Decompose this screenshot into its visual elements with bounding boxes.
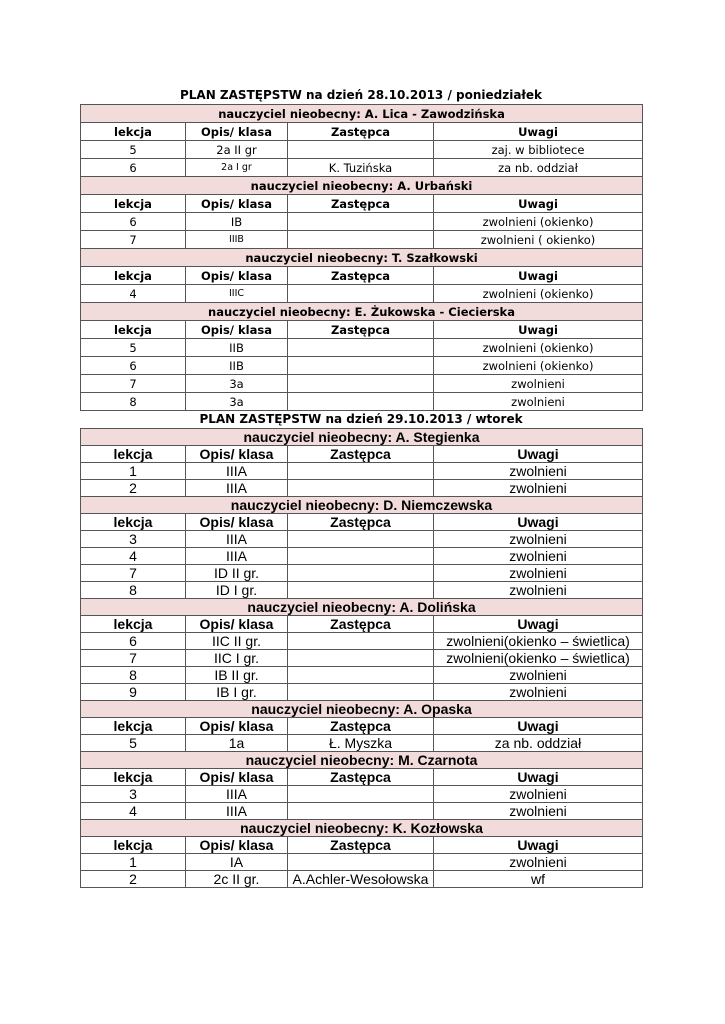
header-opis-klasa: Opis/ klasa	[186, 446, 288, 463]
remarks: zwolnieni (okienko)	[434, 357, 643, 375]
substitute-teacher	[288, 633, 434, 650]
absent-teacher-name: nauczyciel nieobecny: A. Opaska	[81, 701, 643, 718]
absent-teacher-name: nauczyciel nieobecny: A. Dolińska	[81, 599, 643, 616]
class-description: IIIA	[186, 531, 288, 548]
header-uwagi: Uwagi	[434, 514, 643, 531]
class-description: IB I gr.	[186, 684, 288, 701]
header-lekcja: lekcja	[81, 769, 186, 786]
class-description: IIIA	[186, 548, 288, 565]
header-zastepca: Zastępca	[288, 123, 434, 141]
header-lekcja: lekcja	[81, 446, 186, 463]
remarks: za nb. oddział	[434, 735, 643, 752]
absent-teacher-row	[81, 105, 643, 123]
table-row	[81, 141, 643, 159]
absent-teacher-name: nauczyciel nieobecny: D. Niemczewska	[81, 497, 643, 514]
table-row	[81, 565, 643, 582]
class-description: IA	[186, 854, 288, 871]
substitute-teacher	[288, 803, 434, 820]
remarks: zwolnieni	[434, 667, 643, 684]
class-description: IB	[186, 213, 288, 231]
lesson-number: 5	[81, 339, 186, 357]
remarks: zwolnieni	[434, 375, 643, 393]
absent-teacher-row	[81, 429, 643, 446]
lesson-number: 4	[81, 285, 186, 303]
lesson-number: 5	[81, 141, 186, 159]
header-zastepca: Zastępca	[288, 446, 434, 463]
day-title: PLAN ZASTĘPSTW na dzień 29.10.2013 / wtorek	[199, 412, 523, 426]
header-lekcja: lekcja	[81, 267, 186, 285]
header-uwagi: Uwagi	[434, 123, 643, 141]
substitute-teacher	[288, 582, 434, 599]
lesson-number: 3	[81, 786, 186, 803]
column-header-row	[81, 837, 643, 854]
header-uwagi: Uwagi	[434, 837, 643, 854]
absent-teacher-row	[81, 820, 643, 837]
substitute-teacher	[288, 285, 434, 303]
table-row	[81, 684, 643, 701]
absent-teacher-row	[81, 752, 643, 769]
remarks: zwolnieni	[434, 684, 643, 701]
lesson-number: 2	[81, 480, 186, 497]
absent-teacher-row	[81, 249, 643, 267]
header-lekcja: lekcja	[81, 195, 186, 213]
table-row	[81, 480, 643, 497]
lesson-number: 2	[81, 871, 186, 888]
substitute-teacher	[288, 393, 434, 411]
column-header-row	[81, 195, 643, 213]
column-header-row	[81, 321, 643, 339]
remarks: zwolnieni(okienko – świetlica)	[434, 650, 643, 667]
absent-teacher-name: nauczyciel nieobecny: A. Lica - Zawodzińska	[81, 105, 643, 123]
header-opis-klasa: Opis/ klasa	[186, 195, 288, 213]
table-row	[81, 393, 643, 411]
substitute-teacher	[288, 357, 434, 375]
header-uwagi: Uwagi	[434, 769, 643, 786]
header-zastepca: Zastępca	[288, 718, 434, 735]
remarks: zwolnieni(okienko – świetlica)	[434, 633, 643, 650]
class-description: IIB	[186, 357, 288, 375]
class-description: IB II gr.	[186, 667, 288, 684]
lesson-number: 8	[81, 667, 186, 684]
absent-teacher-name: nauczyciel nieobecny: E. Żukowska - Ciecierska	[81, 303, 643, 321]
substitute-teacher	[288, 854, 434, 871]
remarks: zwolnieni	[434, 393, 643, 411]
remarks: zaj. w bibliotece	[434, 141, 643, 159]
header-uwagi: Uwagi	[434, 267, 643, 285]
header-opis-klasa: Opis/ klasa	[186, 769, 288, 786]
lesson-number: 1	[81, 854, 186, 871]
class-description: 2a II gr	[186, 141, 288, 159]
header-opis-klasa: Opis/ klasa	[186, 718, 288, 735]
column-header-row	[81, 446, 643, 463]
table-row	[81, 339, 643, 357]
remarks: zwolnieni	[434, 480, 643, 497]
remarks: zwolnieni	[434, 786, 643, 803]
table-row	[81, 633, 643, 650]
header-opis-klasa: Opis/ klasa	[186, 514, 288, 531]
header-zastepca: Zastępca	[288, 267, 434, 285]
lesson-number: 4	[81, 548, 186, 565]
substitute-teacher	[288, 786, 434, 803]
table-row	[81, 463, 643, 480]
header-uwagi: Uwagi	[434, 446, 643, 463]
substitute-teacher	[288, 684, 434, 701]
table-row	[81, 803, 643, 820]
class-description: 2a I gr	[186, 159, 288, 177]
header-zastepca: Zastępca	[288, 514, 434, 531]
header-lekcja: lekcja	[81, 123, 186, 141]
substitute-teacher	[288, 339, 434, 357]
lesson-number: 3	[81, 531, 186, 548]
table-row	[81, 735, 643, 752]
lesson-number: 9	[81, 684, 186, 701]
class-description: IIIA	[186, 463, 288, 480]
lesson-number: 4	[81, 803, 186, 820]
remarks: zwolnieni	[434, 803, 643, 820]
header-opis-klasa: Opis/ klasa	[186, 267, 288, 285]
substitute-teacher	[288, 375, 434, 393]
substitution-table	[80, 428, 643, 888]
table-row	[81, 871, 643, 888]
lesson-number: 7	[81, 231, 186, 249]
class-description: ID I gr.	[186, 582, 288, 599]
substitute-teacher	[288, 531, 434, 548]
table-row	[81, 854, 643, 871]
class-description: ID II gr.	[186, 565, 288, 582]
absent-teacher-name: nauczyciel nieobecny: M. Czarnota	[81, 752, 643, 769]
class-description: 3a	[186, 375, 288, 393]
header-uwagi: Uwagi	[434, 321, 643, 339]
substitute-teacher	[288, 231, 434, 249]
substitute-teacher	[288, 667, 434, 684]
table-row	[81, 650, 643, 667]
lesson-number: 6	[81, 357, 186, 375]
table-row	[81, 548, 643, 565]
lesson-number: 8	[81, 393, 186, 411]
header-zastepca: Zastępca	[288, 195, 434, 213]
table-row	[81, 357, 643, 375]
remarks: zwolnieni (okienko)	[434, 213, 643, 231]
substitute-teacher: Ł. Myszka	[288, 735, 434, 752]
header-opis-klasa: Opis/ klasa	[186, 123, 288, 141]
class-description: IIIC	[186, 285, 288, 303]
lesson-number: 8	[81, 582, 186, 599]
class-description: 3a	[186, 393, 288, 411]
substitute-teacher	[288, 480, 434, 497]
remarks: wf	[434, 871, 643, 888]
substitute-teacher	[288, 141, 434, 159]
header-lekcja: lekcja	[81, 616, 186, 633]
substitute-teacher: K. Tuzińska	[288, 159, 434, 177]
day-title: PLAN ZASTĘPSTW na dzień 28.10.2013 / poniedziałek	[179, 88, 542, 102]
table-row	[81, 667, 643, 684]
header-lekcja: lekcja	[81, 321, 186, 339]
class-description: 1a	[186, 735, 288, 752]
lesson-number: 7	[81, 565, 186, 582]
remarks: zwolnieni (okienko)	[434, 285, 643, 303]
class-description: IIB	[186, 339, 288, 357]
remarks: zwolnieni ( okienko)	[434, 231, 643, 249]
remarks: zwolnieni	[434, 548, 643, 565]
table-row	[81, 285, 643, 303]
substitution-plan-page	[80, 86, 642, 888]
remarks: za nb. oddział	[434, 159, 643, 177]
table-row	[81, 375, 643, 393]
substitute-teacher	[288, 650, 434, 667]
lesson-number: 6	[81, 213, 186, 231]
class-description: IIC II gr.	[186, 633, 288, 650]
remarks: zwolnieni	[434, 463, 643, 480]
header-opis-klasa: Opis/ klasa	[186, 321, 288, 339]
header-zastepca: Zastępca	[288, 321, 434, 339]
header-lekcja: lekcja	[81, 514, 186, 531]
column-header-row	[81, 267, 643, 285]
lesson-number: 6	[81, 159, 186, 177]
substitute-teacher	[288, 213, 434, 231]
remarks: zwolnieni	[434, 531, 643, 548]
class-description: IIIA	[186, 786, 288, 803]
substitute-teacher	[288, 548, 434, 565]
header-zastepca: Zastępca	[288, 616, 434, 633]
header-uwagi: Uwagi	[434, 718, 643, 735]
lesson-number: 7	[81, 375, 186, 393]
remarks: zwolnieni (okienko)	[434, 339, 643, 357]
absent-teacher-row	[81, 497, 643, 514]
absent-teacher-name: nauczyciel nieobecny: A. Stegienka	[81, 429, 643, 446]
table-row	[81, 531, 643, 548]
substitute-teacher	[288, 565, 434, 582]
class-description: IIIA	[186, 480, 288, 497]
absent-teacher-row	[81, 303, 643, 321]
lesson-number: 7	[81, 650, 186, 667]
table-row	[81, 231, 643, 249]
header-opis-klasa: Opis/ klasa	[186, 837, 288, 854]
header-lekcja: lekcja	[81, 718, 186, 735]
remarks: zwolnieni	[434, 854, 643, 871]
header-uwagi: Uwagi	[434, 616, 643, 633]
table-row	[81, 582, 643, 599]
header-opis-klasa: Opis/ klasa	[186, 616, 288, 633]
class-description: IIIB	[186, 231, 288, 249]
absent-teacher-name: nauczyciel nieobecny: T. Szałkowski	[81, 249, 643, 267]
header-zastepca: Zastępca	[288, 769, 434, 786]
header-lekcja: lekcja	[81, 837, 186, 854]
remarks: zwolnieni	[434, 565, 643, 582]
absent-teacher-row	[81, 177, 643, 195]
absent-teacher-name: nauczyciel nieobecny: K. Kozłowska	[81, 820, 643, 837]
column-header-row	[81, 769, 643, 786]
class-description: IIC I gr.	[186, 650, 288, 667]
absent-teacher-name: nauczyciel nieobecny: A. Urbański	[81, 177, 643, 195]
lesson-number: 6	[81, 633, 186, 650]
table-row	[81, 213, 643, 231]
remarks: zwolnieni	[434, 582, 643, 599]
table-row	[81, 159, 643, 177]
table-row	[81, 786, 643, 803]
substitute-teacher	[288, 463, 434, 480]
lesson-number: 1	[81, 463, 186, 480]
column-header-row	[81, 616, 643, 633]
header-zastepca: Zastępca	[288, 837, 434, 854]
class-description: 2c II gr.	[186, 871, 288, 888]
header-uwagi: Uwagi	[434, 195, 643, 213]
column-header-row	[81, 123, 643, 141]
substitute-teacher: A.Achler-Wesołowska	[288, 871, 434, 888]
class-description: IIIA	[186, 803, 288, 820]
absent-teacher-row	[81, 701, 643, 718]
column-header-row	[81, 514, 643, 531]
column-header-row	[81, 718, 643, 735]
absent-teacher-row	[81, 599, 643, 616]
substitution-table	[80, 104, 643, 411]
lesson-number: 5	[81, 735, 186, 752]
